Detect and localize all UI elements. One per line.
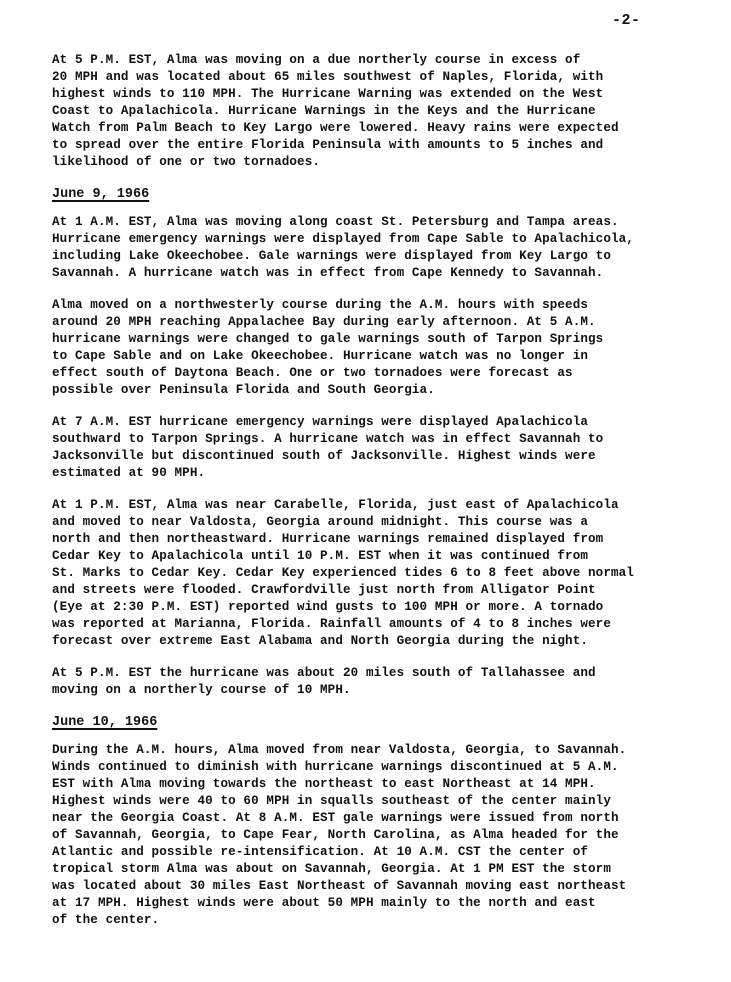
paragraph-am-june10: During the A.M. hours, Alma moved from near Valdosta, Georgia, to Savannah. Winds continued to diminish with hurricane warnings discontinued at 5 A.M. EST with Alma moving towards the northeast to east Northeast at 14 MPH. Highest winds were 40 to 60 MPH in squalls southeast of the center mainly near the Georgia Coast. At 8 A.M. EST gale warnings were issued from north of Savannah, Georgia, to Cape Fear, North Carolina, as Alma headed for the Atlantic and possible re-intensification. At 10 A.M. CST the center of tropical storm Alma was about on Savannah, Georgia. At 1 PM EST the storm was located about 30 miles East Northeast of Savannah moving east northeast at 17 MPH. Highest winds were about 50 MPH mainly to the north and east of the center. [52, 743, 627, 927]
paragraph-7am-june9: At 7 A.M. EST hurricane emergency warnings were displayed Apalachicola southward to Tarpon Springs. A hurricane watch was in effect Savannah to Jacksonville but discontinued south of Jacksonville. Highest winds were estimated at 90 MPH. [52, 415, 604, 480]
date-heading-june-10: June 10, 1966 [52, 715, 158, 730]
paragraph-northwesterly-course: Alma moved on a northwesterly course during the A.M. hours with speeds around 20 MPH reaching Appalachee Bay during early afternoon. At 5 A.M. hurricane warnings were changed to gale warnings south of Tarpon Springs to Cape Sable and on Lake Okeechobee. Hurricane watch was no longer in effect south of Daytona Beach. One or two tornadoes were forecast as possible over Peninsula Florida and South Georgia. [52, 298, 604, 397]
page-number: -2- [612, 12, 641, 29]
paragraph-alma-5pm-june8: At 5 P.M. EST, Alma was moving on a due northerly course in excess of 20 MPH and was located about 65 miles southwest of Naples, Florida, with highest winds to 110 MPH. The Hurricane Warning was extended on the West Coast to Apalachicola. Hurricane Warnings in the Keys and the Hurricane Watch from Palm Beach to Key Largo were lowered. Heavy rains were expected to spread over the entire Florida Peninsula with amounts to 5 inches and likelihood of one or two tornadoes. [52, 53, 619, 169]
paragraph-1pm-june9: At 1 P.M. EST, Alma was near Carabelle, Florida, just east of Apalachicola and moved to near Valdosta, Georgia around midnight. This course was a north and then northeastward. Hurricane warnings remained displayed from Cedar Key to Apalachicola until 10 P.M. EST when it was continued from St. Marks to Cedar Key. Cedar Key experienced tides 6 to 8 feet above normal and streets were flooded. Crawfordville just north from Alligator Point (Eye at 2:30 P.M. EST) reported wind gusts to 100 MPH or more. A tornado was reported at Marianna, Florida. Rainfall amounts of 4 to 8 inches were forecast over extreme East Alabama and North Georgia during the night. [52, 498, 634, 648]
paragraph-5pm-june9: At 5 P.M. EST the hurricane was about 20 miles south of Tallahassee and moving on a northerly course of 10 MPH. [52, 666, 596, 697]
document-body [52, 52, 712, 944]
paragraph-1am-june9: At 1 A.M. EST, Alma was moving along coast St. Petersburg and Tampa areas. Hurricane emergency warnings were displayed from Cape Sable to Apalachicola, including Lake Okeechobee. Gale warnings were displayed from Key Largo to Savannah. A hurricane watch was in effect from Cape Kennedy to Savannah. [52, 215, 634, 280]
date-heading-june-9: June 9, 1966 [52, 187, 150, 202]
